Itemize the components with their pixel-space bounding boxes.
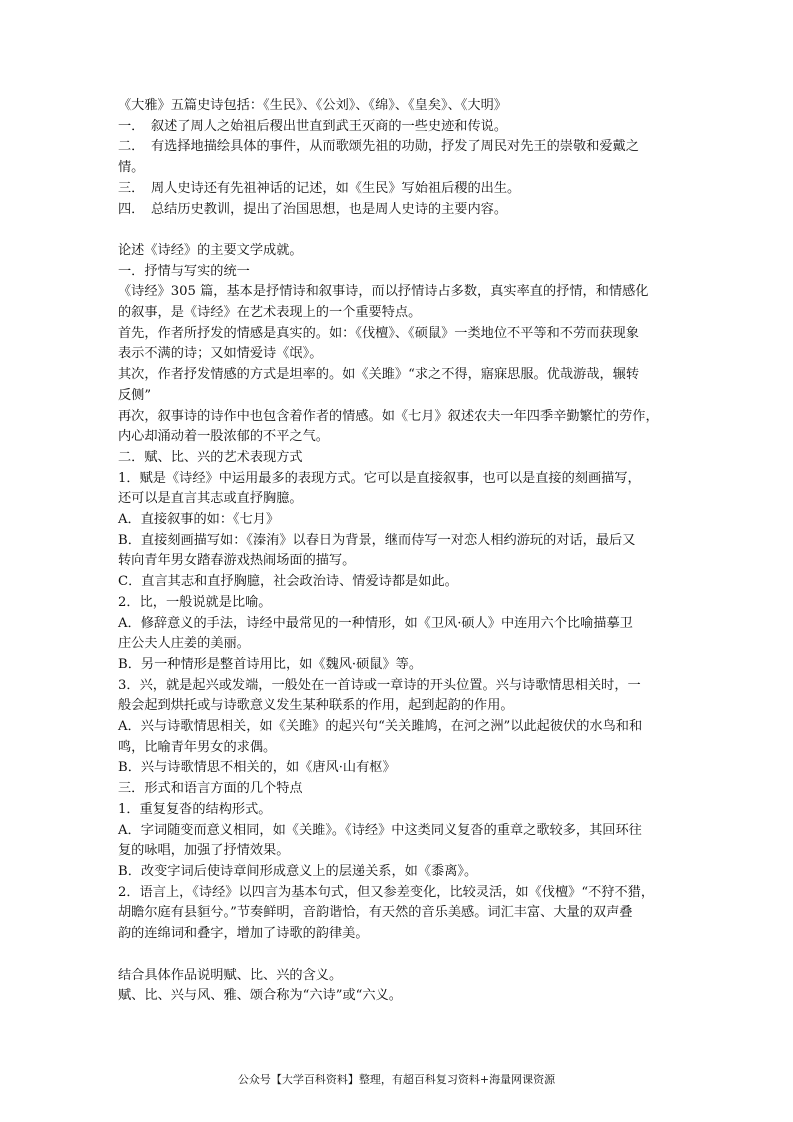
text-line: A．兴与诗歌情思相关，如《关雎》的起兴句“关关雎鸠，在河之洲”以此起彼伏的水鸟和和 xyxy=(118,719,643,735)
text-line: 的叙事，是《诗经》在艺术表现上的一个重要特点。 xyxy=(118,305,422,321)
text-line: 赋、比、兴与风、雅、颂合称为“六诗”或“六义。 xyxy=(118,988,402,1004)
text-line: 三． 周人史诗还有先祖神话的记述，如《生民》写始祖后稷的出生。 xyxy=(118,180,521,196)
section-heading: 论述《诗经》的主要文学成就。 xyxy=(118,242,303,258)
page-footer: 公众号【大学百科资料】整理，有超百科复习资料+海量网课资源 xyxy=(237,1073,556,1086)
text-line: 再次，叙事诗的诗作中也包含着作者的情感。如《七月》叙述农夫一年四季辛勤繁忙的劳作， xyxy=(118,408,659,424)
text-line: 庄公夫人庄姜的美丽。 xyxy=(118,636,250,652)
text-line: C．直言其志和直抒胸臆，社会政治诗、情爱诗都是如此。 xyxy=(118,574,458,590)
text-line: 3．兴，就是起兴或发端，一般处在一首诗或一章诗的开头位置。兴与诗歌情思相关时，一 xyxy=(118,677,641,693)
text-line: 内心却涌动着一股浓郁的不平之气。 xyxy=(118,429,329,445)
subsection-heading: 二．赋、比、兴的艺术表现方式 xyxy=(118,449,303,465)
text-line: 韵的连绵词和叠字，增加了诗歌的韵律美。 xyxy=(118,926,369,942)
section-heading: 结合具体作品说明赋、比、兴的含义。 xyxy=(118,967,343,983)
text-line: 胡瞻尔庭有县貆兮。”节奏鲜明，音韵谐恰，有天然的音乐美感。词汇丰富、大量的双声叠 xyxy=(118,905,633,921)
text-line: B．直接刻画描写如：《溱洧》以春日为背景，继而侍写一对恋人相约游玩的对话，最后又 xyxy=(118,532,636,548)
text-line: 《诗经》305 篇，基本是抒情诗和叙事诗，而以抒情诗占多数，真实率直的抒情，和情感化 xyxy=(118,284,649,300)
text-line: 《大雅》五篇史诗包括：《生民》、《公刘》、《绵》、《皇矣》、《大明》 xyxy=(118,98,507,113)
text-line: B．改变字词后使诗章间形成意义上的层递关系，如《黍离》。 xyxy=(118,864,478,879)
text-line: B．另一种情形是整首诗用比，如《魏风·硕鼠》等。 xyxy=(118,656,423,672)
subsection-heading: 三．形式和语言方面的几个特点 xyxy=(118,781,303,797)
text-line: 反侧” xyxy=(118,387,152,403)
text-line: A．字词随变而意义相同，如《关雎》。《诗经》中这类同义复沓的重章之歌较多，其回环往 xyxy=(118,822,642,838)
text-line: 二． 有选择地描绘具体的事件，从而歌颂先祖的功勋，抒发了周民对先王的崇敬和爱戴之 xyxy=(118,139,639,155)
text-line: 情。 xyxy=(118,160,145,176)
text-line: 一． 叙述了周人之始祖后稷出世直到武王灭商的一些史迹和传说。 xyxy=(118,118,508,134)
text-line: 复的咏唱，加强了抒情效果。 xyxy=(118,843,290,859)
text-line: A．修辞意义的手法，诗经中最常见的一种情形，如《卫风·硕人》中连用六个比喻描摹卫 xyxy=(118,615,633,631)
text-line: A．直接叙事的如：《七月》 xyxy=(118,512,280,528)
text-line: 还可以是直言其志或直抒胸臆。 xyxy=(118,491,303,507)
text-line: 四． 总结历史教训，提出了治国思想，也是周人史诗的主要内容。 xyxy=(118,201,508,217)
text-line: 1．赋是《诗经》中运用最多的表现方式。它可以是直接叙事，也可以是直接的刻画描写， xyxy=(118,470,641,486)
text-line: 1．重复复沓的结构形式。 xyxy=(118,801,272,817)
text-line: 鸣，比喻青年男女的求偶。 xyxy=(118,739,277,755)
blank-line xyxy=(118,945,678,966)
text-line: 表示不满的诗；又如情爱诗《氓》。 xyxy=(118,346,323,362)
blank-line xyxy=(118,220,678,241)
document-body xyxy=(118,96,678,1007)
text-line: B．兴与诗歌情思不相关的，如《唐风·山有枢》 xyxy=(118,760,396,776)
text-line: 般会起到烘托或与诗歌意义发生某种联系的作用，起到起韵的作用。 xyxy=(118,698,514,714)
text-line: 其次，作者抒发情感的方式是坦率的。如《关雎》“求之不得，寤寐思服。优哉游哉，辗转 xyxy=(118,367,640,383)
text-line: 首先，作者所抒发的情感是真实的。如：《伐檀》、《硕鼠》一类地位不平等和不劳而获现象 xyxy=(118,325,639,341)
text-line: 转向青年男女踏春游戏热闹场面的描写。 xyxy=(118,553,356,569)
text-line: 2．语言上，《诗经》以四言为基本句式，但又参差变化，比较灵活，如《伐檀》“不狩不猎， xyxy=(118,884,655,900)
text-line: 2．比，一般说就是比喻。 xyxy=(118,594,272,610)
subsection-heading: 一．抒情与写实的统一 xyxy=(118,263,250,279)
